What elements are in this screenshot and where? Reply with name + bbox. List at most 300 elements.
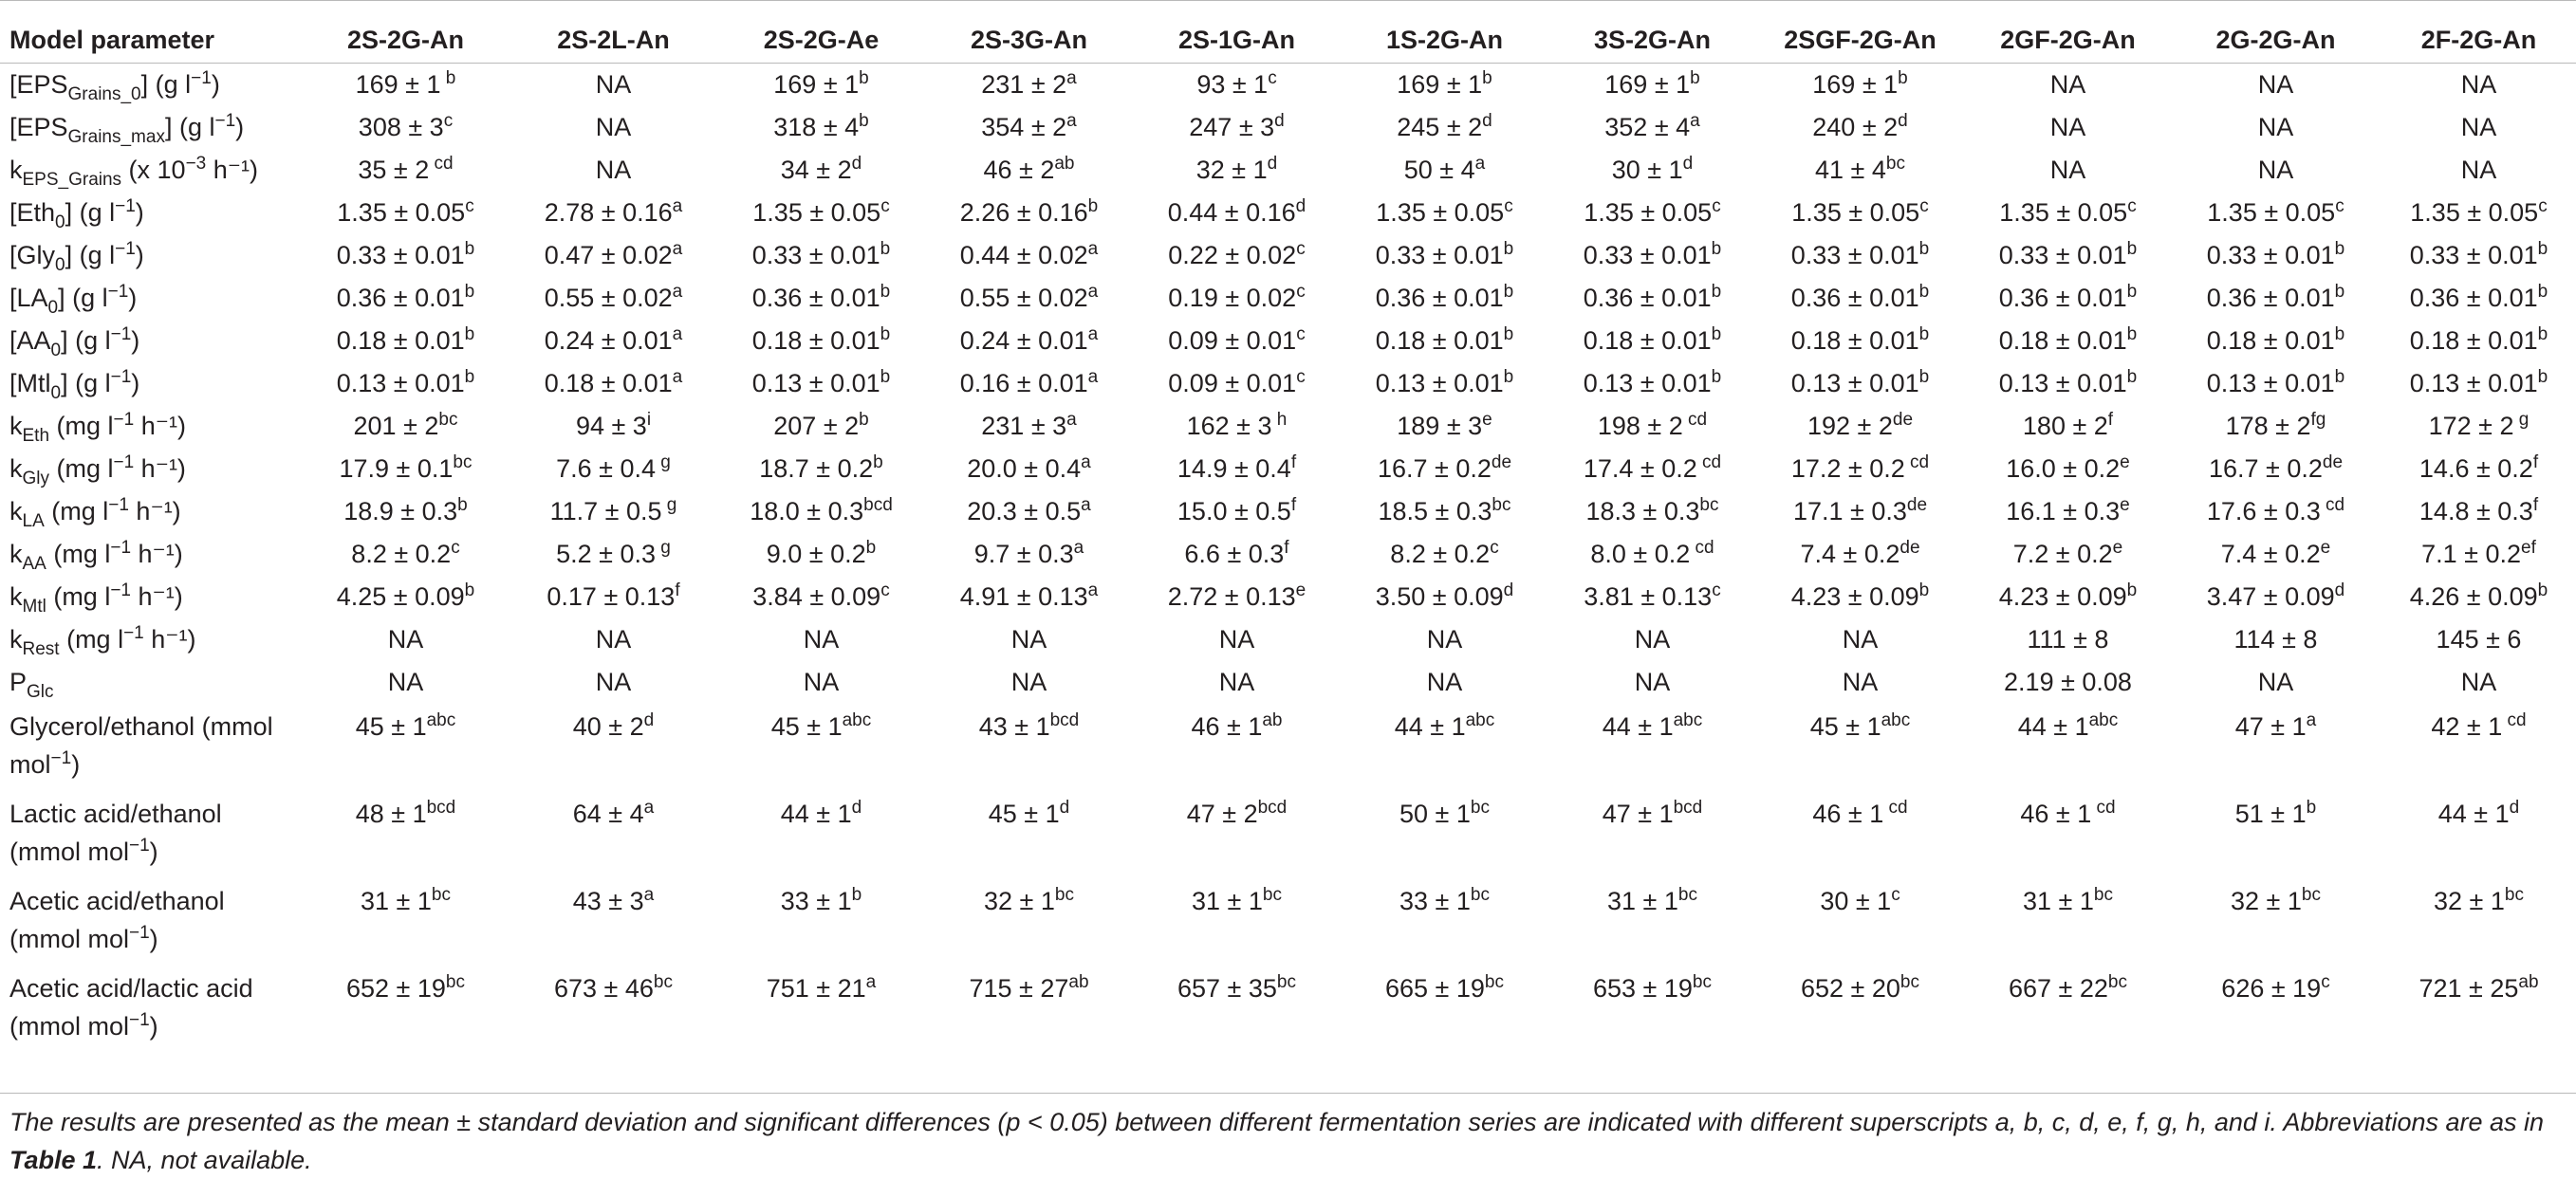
cell-value: 1.35 ± 0.05 (1791, 198, 1920, 227)
table-cell (1756, 966, 1964, 1053)
parameter-unit: (mg l (46, 582, 111, 611)
parameter-unit-exponent: −3 (185, 154, 207, 174)
parameter-unit-end: ) (235, 113, 245, 141)
cell-superscript: b (2334, 239, 2345, 259)
cell-superscript: cd (1690, 538, 1714, 558)
table-cell (1548, 490, 1756, 533)
parameter-unit: (x 10 (121, 156, 186, 184)
cell-superscript: b (1503, 282, 1514, 302)
cell-value: 172 ± 2 (2428, 412, 2514, 440)
cell-value: 7.2 ± 0.2 (2012, 540, 2113, 568)
table-cell (1133, 234, 1341, 277)
cell-value: 0.18 ± 0.01 (1583, 326, 1712, 355)
cell-value: 0.19 ± 0.02 (1168, 284, 1297, 312)
table-cell (2172, 192, 2380, 234)
cell-superscript: abc (426, 710, 456, 730)
table-cell (1964, 64, 2172, 107)
table-cell (2380, 64, 2576, 107)
cell-value: 14.8 ± 0.3 (2418, 497, 2533, 525)
cell-superscript: f (1284, 538, 1289, 558)
cell-value: 318 ± 4 (773, 113, 860, 141)
cell-superscript: b (880, 367, 891, 387)
cell-value: 44 ± 1 (780, 800, 852, 828)
cell-value: 673 ± 46 (554, 974, 654, 1003)
cell-superscript: i (646, 410, 652, 430)
table-cell (1341, 192, 1548, 234)
parameter-unit-end: h⁻¹) (134, 454, 186, 483)
table-cell (2172, 791, 2380, 878)
cell-value: 0.18 ± 0.01 (1375, 326, 1504, 355)
cell-value: 0.09 ± 0.01 (1168, 326, 1297, 355)
cell-value: 46 ± 1 (2020, 800, 2092, 828)
cell-value: 0.33 ± 0.01 (336, 241, 465, 269)
table-cell (2380, 234, 2576, 277)
table-row (0, 106, 2576, 149)
table-cell (1756, 490, 1964, 533)
cell-value: 46 ± 1 (1812, 800, 1884, 828)
column-header-2gf-2g-an: 2GF-2G-An (1964, 17, 2172, 64)
cell-value: 46 ± 2 (983, 156, 1055, 184)
cell-superscript: cd (1696, 452, 1722, 472)
cell-value: NA (2049, 156, 2086, 184)
cell-value: 0.36 ± 0.01 (2409, 284, 2538, 312)
parameter-unit-end: ) (135, 198, 144, 227)
cell-superscript: bc (2301, 885, 2321, 905)
cell-value: 11.7 ± 0.5 (549, 497, 662, 525)
cell-superscript: bcd (1673, 798, 1703, 818)
table-cell (1133, 405, 1341, 448)
cell-superscript: a (1066, 111, 1077, 131)
parameter-unit-exponent: −1 (110, 538, 132, 558)
table-cell (1133, 149, 1341, 192)
cell-value: 4.25 ± 0.09 (336, 582, 465, 611)
table-cell (510, 878, 717, 966)
cell-value: 3.50 ± 0.09 (1375, 582, 1504, 611)
cell-superscript: d (851, 798, 862, 818)
table-cell (925, 966, 1133, 1053)
table-cell (925, 618, 1133, 661)
table-cell (1133, 362, 1341, 405)
table-row (0, 64, 2576, 107)
parameter-subscript: 0 (47, 298, 59, 318)
cell-superscript: f (675, 580, 680, 600)
cell-superscript: c (1712, 196, 1721, 216)
cell-superscript: e (2120, 495, 2130, 515)
cell-value: NA (387, 668, 424, 696)
cell-superscript: c (1919, 196, 1929, 216)
parameter-label (0, 64, 302, 107)
cell-superscript: b (2537, 282, 2548, 302)
parameter-name: [EPS (9, 113, 68, 141)
cell-value: 64 ± 4 (572, 800, 644, 828)
cell-superscript: fg (2310, 410, 2326, 430)
table-cell (510, 234, 717, 277)
cell-value: 114 ± 8 (2233, 625, 2318, 654)
column-header-2g-2g-an: 2G-2G-An (2172, 17, 2380, 64)
table-cell (2380, 576, 2576, 618)
table-cell (1756, 277, 1964, 320)
cell-value: 715 ± 27 (969, 974, 1069, 1003)
cell-superscript: c (2335, 196, 2344, 216)
table-cell (717, 791, 925, 878)
cell-superscript: d (1898, 111, 1908, 131)
cell-value: 0.13 ± 0.01 (2206, 369, 2335, 397)
cell-value: 50 ± 4 (1403, 156, 1475, 184)
cell-superscript: h (1271, 410, 1288, 430)
cell-superscript: c (880, 580, 890, 600)
cell-value: 0.47 ± 0.02 (544, 241, 673, 269)
cell-value: NA (2257, 113, 2294, 141)
table-cell (925, 533, 1133, 576)
table-cell (302, 448, 510, 490)
cell-superscript: b (464, 239, 475, 259)
table-cell (925, 448, 1133, 490)
cell-superscript: a (643, 885, 655, 905)
table-cell (1756, 704, 1964, 791)
cell-value: 0.13 ± 0.01 (1375, 369, 1504, 397)
table-cell (1964, 320, 2172, 362)
cell-value: 31 ± 1 (1192, 887, 1263, 915)
parameter-subscript: 0 (55, 255, 65, 275)
cell-value: 8.2 ± 0.2 (1390, 540, 1491, 568)
table-cell (2172, 878, 2380, 966)
cell-value: 0.33 ± 0.01 (1583, 241, 1712, 269)
cell-value: 169 ± 1 (1604, 70, 1691, 99)
cell-superscript: cd (2320, 495, 2345, 515)
cell-superscript: d (851, 154, 862, 174)
table-cell (1756, 448, 1964, 490)
table-cell (302, 106, 510, 149)
cell-superscript: b (2126, 367, 2138, 387)
cell-value: 47 ± 1 (1602, 800, 1674, 828)
cell-value: 0.17 ± 0.13 (547, 582, 676, 611)
parameter-name: P (9, 668, 28, 696)
table-cell (1133, 661, 1341, 704)
table-cell (1133, 64, 1341, 107)
parameter-unit-end: ) (131, 326, 140, 355)
cell-superscript: f (1290, 495, 1297, 515)
table-cell (717, 576, 925, 618)
table-cell (2172, 277, 2380, 320)
cell-superscript: a (1087, 367, 1099, 387)
table-cell (510, 149, 717, 192)
table-cell (510, 362, 717, 405)
table-cell (1133, 966, 1341, 1053)
cell-superscript: d (1295, 196, 1307, 216)
cell-superscript: f (2107, 410, 2114, 430)
parameter-subscript: 0 (55, 212, 65, 232)
parameter-unit-exponent: −1 (110, 580, 131, 600)
table-cell (717, 704, 925, 791)
ratio-label-line2: mol (9, 750, 51, 779)
cell-value: 0.33 ± 0.01 (1375, 241, 1504, 269)
cell-superscript: c (880, 196, 890, 216)
cell-superscript: b (1918, 367, 1930, 387)
cell-value: 0.36 ± 0.01 (336, 284, 465, 312)
parameter-label (0, 149, 302, 192)
cell-superscript: f (2532, 495, 2539, 515)
cell-value: 0.33 ± 0.01 (2206, 241, 2335, 269)
cell-value: 180 ± 2 (2022, 412, 2108, 440)
table-cell (2380, 405, 2576, 448)
parameter-label (0, 533, 302, 576)
table-cell (1964, 878, 2172, 966)
table-cell (1964, 661, 2172, 704)
cell-superscript: b (2334, 282, 2345, 302)
table-cell (1341, 533, 1548, 576)
table-cell (1133, 320, 1341, 362)
cell-value: 308 ± 3 (358, 113, 444, 141)
table-cell (510, 576, 717, 618)
table-cell (1756, 661, 1964, 704)
ratio-unit-exponent: −1 (129, 836, 150, 856)
table-cell (2172, 234, 2380, 277)
cell-value: 721 ± 25 (2418, 974, 2519, 1003)
cell-superscript: c (465, 196, 474, 216)
cell-value: 45 ± 1 (1809, 712, 1881, 741)
cell-value: NA (1218, 668, 1255, 696)
cell-superscript: d (1503, 580, 1514, 600)
cell-value: 17.6 ± 0.3 (2206, 497, 2321, 525)
cell-value: 4.91 ± 0.13 (959, 582, 1088, 611)
parameter-unit: ] (g l (61, 326, 111, 355)
cell-superscript: b (1711, 324, 1722, 344)
cell-superscript: bc (431, 885, 451, 905)
table-cell (510, 64, 717, 107)
cell-superscript: b (2537, 580, 2548, 600)
table-row-ratio (0, 966, 2576, 1053)
table-cell (1133, 277, 1341, 320)
parameter-label (0, 791, 302, 878)
cell-value: NA (1634, 625, 1671, 654)
cell-superscript: g (661, 495, 677, 515)
bottom-rule (0, 1093, 2576, 1094)
cell-superscript: bc (1470, 798, 1490, 818)
cell-value: NA (2460, 113, 2497, 141)
table-cell (1964, 106, 2172, 149)
cell-value: 0.24 ± 0.01 (544, 326, 673, 355)
parameter-name: k (9, 412, 23, 440)
cell-superscript: c (2538, 196, 2548, 216)
cell-superscript: b (865, 538, 877, 558)
ratio-label-line2: (mmol mol (9, 925, 129, 953)
cell-value: 9.7 ± 0.3 (973, 540, 1074, 568)
table-cell (925, 192, 1133, 234)
parameter-name: [LA (9, 284, 48, 312)
cell-value: 32 ± 1 (984, 887, 1055, 915)
table-cell (2172, 149, 2380, 192)
ratio-label-line1: Glycerol/ethanol (mmol (9, 712, 273, 741)
parameter-name: [Gly (9, 241, 56, 269)
table-cell (2380, 661, 2576, 704)
cell-value: 47 ± 1 (2234, 712, 2307, 741)
parameter-name: [Eth (9, 198, 56, 227)
cell-value: 652 ± 19 (346, 974, 446, 1003)
table-cell (1341, 106, 1548, 149)
footnote-table-reference[interactable]: Table 1 (9, 1146, 98, 1174)
parameter-unit-exponent: −1 (108, 495, 129, 515)
cell-superscript: b (2126, 580, 2138, 600)
table-cell (1133, 490, 1341, 533)
cell-value: 0.13 ± 0.01 (751, 369, 880, 397)
cell-value: 245 ± 2 (1397, 113, 1483, 141)
cell-value: 1.35 ± 0.05 (337, 198, 466, 227)
cell-superscript: bc (1885, 154, 1905, 174)
cell-value: 207 ± 2 (773, 412, 860, 440)
cell-value: 653 ± 19 (1593, 974, 1693, 1003)
cell-value: 43 ± 3 (572, 887, 644, 915)
table-cell (2172, 448, 2380, 490)
parameter-subscript: Glc (27, 682, 54, 702)
cell-value: 0.22 ± 0.02 (1168, 241, 1297, 269)
table-cell (2172, 576, 2380, 618)
cell-value: NA (2257, 156, 2294, 184)
cell-value: 0.36 ± 0.01 (2206, 284, 2335, 312)
table-row (0, 576, 2576, 618)
cell-superscript: b (2334, 367, 2345, 387)
column-header-2f-2g-an: 2F-2G-An (2380, 17, 2576, 64)
cell-value: 665 ± 19 (1385, 974, 1485, 1003)
cell-value: 178 ± 2 (2225, 412, 2311, 440)
ratio-label-line2: (mmol mol (9, 838, 129, 866)
cell-superscript: cd (2502, 710, 2527, 730)
table-row (0, 618, 2576, 661)
cell-value: NA (1426, 668, 1463, 696)
cell-value: 0.44 ± 0.16 (1167, 198, 1296, 227)
table-cell (1548, 64, 1756, 107)
cell-superscript: b (440, 68, 456, 88)
parameter-label (0, 661, 302, 704)
cell-value: NA (595, 156, 632, 184)
table-cell (925, 405, 1133, 448)
table-row (0, 490, 2576, 533)
table-cell (1548, 320, 1756, 362)
cell-superscript: d (2509, 798, 2520, 818)
table-cell (2380, 618, 2576, 661)
cell-value: 1.35 ± 0.05 (1376, 198, 1505, 227)
ratio-label-line1: Acetic acid/lactic acid (9, 974, 253, 1003)
cell-superscript: bc (1484, 972, 1504, 992)
parameter-unit: ] (g l (61, 369, 111, 397)
table-cell (302, 320, 510, 362)
table-cell (302, 878, 510, 966)
table-cell (1756, 533, 1964, 576)
table-cell (2380, 106, 2576, 149)
cell-superscript: b (1711, 282, 1722, 302)
table-cell (1964, 234, 2172, 277)
cell-superscript: d (1059, 798, 1070, 818)
table-cell (2380, 791, 2576, 878)
parameter-subscript: Grains_0 (67, 84, 141, 104)
cell-superscript: b (1503, 367, 1514, 387)
table-cell (1964, 791, 2172, 878)
cell-superscript: b (1503, 324, 1514, 344)
table-cell (717, 618, 925, 661)
cell-value: 0.55 ± 0.02 (959, 284, 1088, 312)
cell-superscript: b (2334, 324, 2345, 344)
cell-value: 0.13 ± 0.01 (1790, 369, 1919, 397)
parameter-label (0, 490, 302, 533)
parameter-unit-exponent: −1 (214, 111, 236, 131)
cell-superscript: a (643, 798, 655, 818)
parameter-unit-exponent: −1 (115, 196, 136, 216)
table-cell (1341, 490, 1548, 533)
table-cell (717, 320, 925, 362)
table-cell (717, 448, 925, 490)
cell-value: 8.2 ± 0.2 (351, 540, 452, 568)
cell-value: 44 ± 1 (1602, 712, 1674, 741)
table-cell (2380, 490, 2576, 533)
parameter-unit-exponent: −1 (123, 623, 144, 643)
cell-value: 0.33 ± 0.01 (1998, 241, 2127, 269)
table-cell (2380, 320, 2576, 362)
ratio-unit-exponent: −1 (129, 923, 150, 943)
cell-value: 111 ± 8 (2027, 625, 2109, 654)
cell-value: 16.0 ± 0.2 (2006, 454, 2121, 483)
ratio-label-end: ) (149, 1012, 158, 1041)
table-cell (510, 533, 717, 576)
table-cell (510, 405, 717, 448)
parameter-label (0, 878, 302, 966)
parameter-unit-exponent: −1 (110, 324, 132, 344)
cell-superscript: bc (2504, 885, 2524, 905)
table-cell (1341, 149, 1548, 192)
cell-superscript: bc (453, 452, 473, 472)
parameter-subscript: Eth (22, 426, 50, 446)
cell-value: 94 ± 3 (575, 412, 647, 440)
cell-value: 44 ± 1 (2437, 800, 2510, 828)
table-cell (302, 533, 510, 576)
table-cell (2380, 878, 2576, 966)
parameter-unit: ] (g l (140, 70, 192, 99)
table-cell (302, 490, 510, 533)
table-cell (925, 149, 1133, 192)
cell-superscript: b (2537, 239, 2548, 259)
table-cell (2172, 405, 2380, 448)
table-cell (925, 362, 1133, 405)
table-cell (717, 149, 925, 192)
cell-value: 198 ± 2 (1597, 412, 1683, 440)
table-cell (717, 405, 925, 448)
cell-value: 16.1 ± 0.3 (2006, 497, 2121, 525)
cell-value: 18.9 ± 0.3 (343, 497, 458, 525)
table-row (0, 448, 2576, 490)
cell-superscript: c (1296, 367, 1306, 387)
cell-superscript: b (880, 282, 891, 302)
cell-value: 33 ± 1 (780, 887, 852, 915)
cell-value: 0.16 ± 0.01 (959, 369, 1088, 397)
cell-superscript: bc (653, 972, 673, 992)
parameter-subscript: LA (22, 511, 45, 531)
cell-value: 169 ± 1 (1812, 70, 1899, 99)
table-cell (2172, 618, 2380, 661)
cell-superscript: b (1087, 196, 1099, 216)
cell-value: 657 ± 35 (1177, 974, 1277, 1003)
table-cell (925, 576, 1133, 618)
cell-value: 7.4 ± 0.2 (1800, 540, 1900, 568)
cell-value: 32 ± 1 (2434, 887, 2505, 915)
parameter-label (0, 234, 302, 277)
cell-superscript: a (672, 196, 683, 216)
cell-value: 201 ± 2 (353, 412, 439, 440)
cell-superscript: abc (2088, 710, 2119, 730)
cell-superscript: e (2120, 452, 2130, 472)
cell-superscript: c (1268, 68, 1277, 88)
table-cell (717, 966, 925, 1053)
cell-value: 4.23 ± 0.09 (1998, 582, 2127, 611)
table-cell (1964, 277, 2172, 320)
parameter-subscript: Mtl (22, 597, 46, 617)
